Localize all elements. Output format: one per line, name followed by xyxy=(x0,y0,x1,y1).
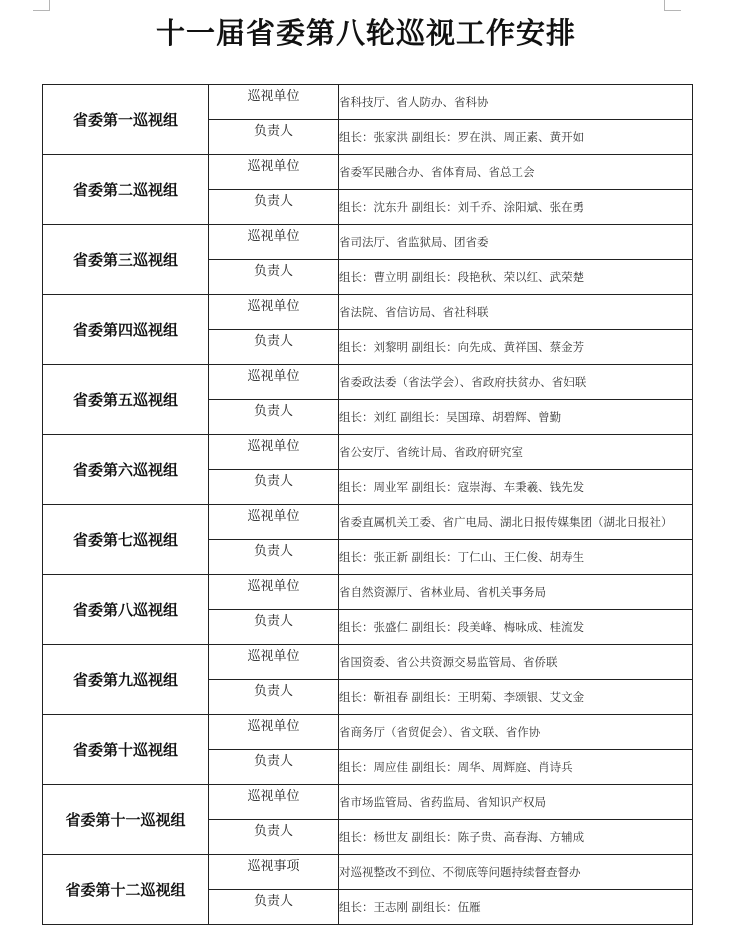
inspected-units-cell: 省国资委、省公共资源交易监管局、省侨联 xyxy=(339,645,693,680)
inspected-units-cell: 对巡视整改不到位、不彻底等问题持续督查督办 xyxy=(339,855,693,890)
row-label-cell: 负责人 xyxy=(209,540,339,575)
leaders-cell: 组长：曹立明 副组长：段艳秋、荣以红、武荣楚 xyxy=(339,260,693,295)
table-row xyxy=(43,645,693,680)
document-title: 十一届省委第八轮巡视工作安排 xyxy=(155,16,576,50)
inspected-units-cell: 省自然资源厅、省林业局、省机关事务局 xyxy=(339,575,693,610)
table-row xyxy=(43,365,693,400)
group-name-cell: 省委第八巡视组 xyxy=(43,575,209,645)
table-row xyxy=(43,785,693,820)
inspected-units-cell: 省公安厅、省统计局、省政府研究室 xyxy=(339,435,693,470)
leaders-cell: 组长：杨世友 副组长：陈子贵、高春海、方辅成 xyxy=(339,820,693,855)
group-name-cell: 省委第四巡视组 xyxy=(43,295,209,365)
table-row xyxy=(43,295,693,330)
table-row xyxy=(43,575,693,610)
inspected-units-cell: 省市场监管局、省药监局、省知识产权局 xyxy=(339,785,693,820)
group-name-cell: 省委第三巡视组 xyxy=(43,225,209,295)
inspected-units-cell: 省法院、省信访局、省社科联 xyxy=(339,295,693,330)
leaders-cell: 组长：王志刚 副组长：伍雁 xyxy=(339,890,693,925)
leaders-cell: 组长：周业军 副组长：寇崇海、车秉羲、钱先发 xyxy=(339,470,693,505)
group-name-cell: 省委第一巡视组 xyxy=(43,85,209,155)
group-name-cell: 省委第十巡视组 xyxy=(43,715,209,785)
leaders-cell: 组长：周应佳 副组长：周华、周辉庭、肖诗兵 xyxy=(339,750,693,785)
leaders-cell: 组长：靳祖春 副组长：王明菊、李颂银、艾文金 xyxy=(339,680,693,715)
inspected-units-cell: 省科技厅、省人防办、省科协 xyxy=(339,85,693,120)
group-name-cell: 省委第十一巡视组 xyxy=(43,785,209,855)
table-row xyxy=(43,225,693,260)
row-label-cell: 负责人 xyxy=(209,260,339,295)
row-label-cell: 巡视事项 xyxy=(209,855,339,890)
group-name-cell: 省委第九巡视组 xyxy=(43,645,209,715)
row-label-cell: 巡视单位 xyxy=(209,435,339,470)
row-label-cell: 巡视单位 xyxy=(209,645,339,680)
inspected-units-cell: 省商务厅（省贸促会）、省文联、省作协 xyxy=(339,715,693,750)
row-label-cell: 负责人 xyxy=(209,190,339,225)
table-body xyxy=(43,85,693,925)
row-label-cell: 负责人 xyxy=(209,820,339,855)
table-row xyxy=(43,85,693,120)
row-label-cell: 负责人 xyxy=(209,120,339,155)
group-name-cell: 省委第二巡视组 xyxy=(43,155,209,225)
row-label-cell: 负责人 xyxy=(209,400,339,435)
table-row xyxy=(43,155,693,190)
leaders-cell: 组长：张盛仁 副组长：段美峰、梅咏成、桂流发 xyxy=(339,610,693,645)
row-label-cell: 巡视单位 xyxy=(209,505,339,540)
page-corner-mark-left xyxy=(33,0,50,11)
leaders-cell: 组长：张家洪 副组长：罗在洪、周正素、黄开如 xyxy=(339,120,693,155)
row-label-cell: 巡视单位 xyxy=(209,785,339,820)
table-row xyxy=(43,715,693,750)
row-label-cell: 巡视单位 xyxy=(209,225,339,260)
row-label-cell: 负责人 xyxy=(209,680,339,715)
leaders-cell: 组长：刘黎明 副组长：向先成、黄祥国、蔡金芳 xyxy=(339,330,693,365)
row-label-cell: 巡视单位 xyxy=(209,155,339,190)
row-label-cell: 负责人 xyxy=(209,470,339,505)
table-row xyxy=(43,435,693,470)
inspected-units-cell: 省委直属机关工委、省广电局、湖北日报传媒集团（湖北日报社） xyxy=(339,505,693,540)
row-label-cell: 负责人 xyxy=(209,610,339,645)
group-name-cell: 省委第七巡视组 xyxy=(43,505,209,575)
row-label-cell: 巡视单位 xyxy=(209,85,339,120)
inspected-units-cell: 省司法厅、省监狱局、团省委 xyxy=(339,225,693,260)
inspection-schedule-table xyxy=(42,84,693,925)
page-corner-mark-right xyxy=(664,0,681,11)
row-label-cell: 巡视单位 xyxy=(209,575,339,610)
row-label-cell: 巡视单位 xyxy=(209,715,339,750)
leaders-cell: 组长：沈东升 副组长：刘千乔、涂阳斌、张在勇 xyxy=(339,190,693,225)
group-name-cell: 省委第六巡视组 xyxy=(43,435,209,505)
group-name-cell: 省委第十二巡视组 xyxy=(43,855,209,925)
table-row xyxy=(43,505,693,540)
row-label-cell: 巡视单位 xyxy=(209,295,339,330)
row-label-cell: 巡视单位 xyxy=(209,365,339,400)
row-label-cell: 负责人 xyxy=(209,750,339,785)
row-label-cell: 负责人 xyxy=(209,330,339,365)
leaders-cell: 组长：刘红 副组长：吴国璋、胡碧辉、曾勤 xyxy=(339,400,693,435)
group-name-cell: 省委第五巡视组 xyxy=(43,365,209,435)
inspected-units-cell: 省委政法委（省法学会）、省政府扶贫办、省妇联 xyxy=(339,365,693,400)
leaders-cell: 组长：张正新 副组长：丁仁山、王仁俊、胡寿生 xyxy=(339,540,693,575)
row-label-cell: 负责人 xyxy=(209,890,339,925)
inspected-units-cell: 省委军民融合办、省体育局、省总工会 xyxy=(339,155,693,190)
table-row xyxy=(43,855,693,890)
